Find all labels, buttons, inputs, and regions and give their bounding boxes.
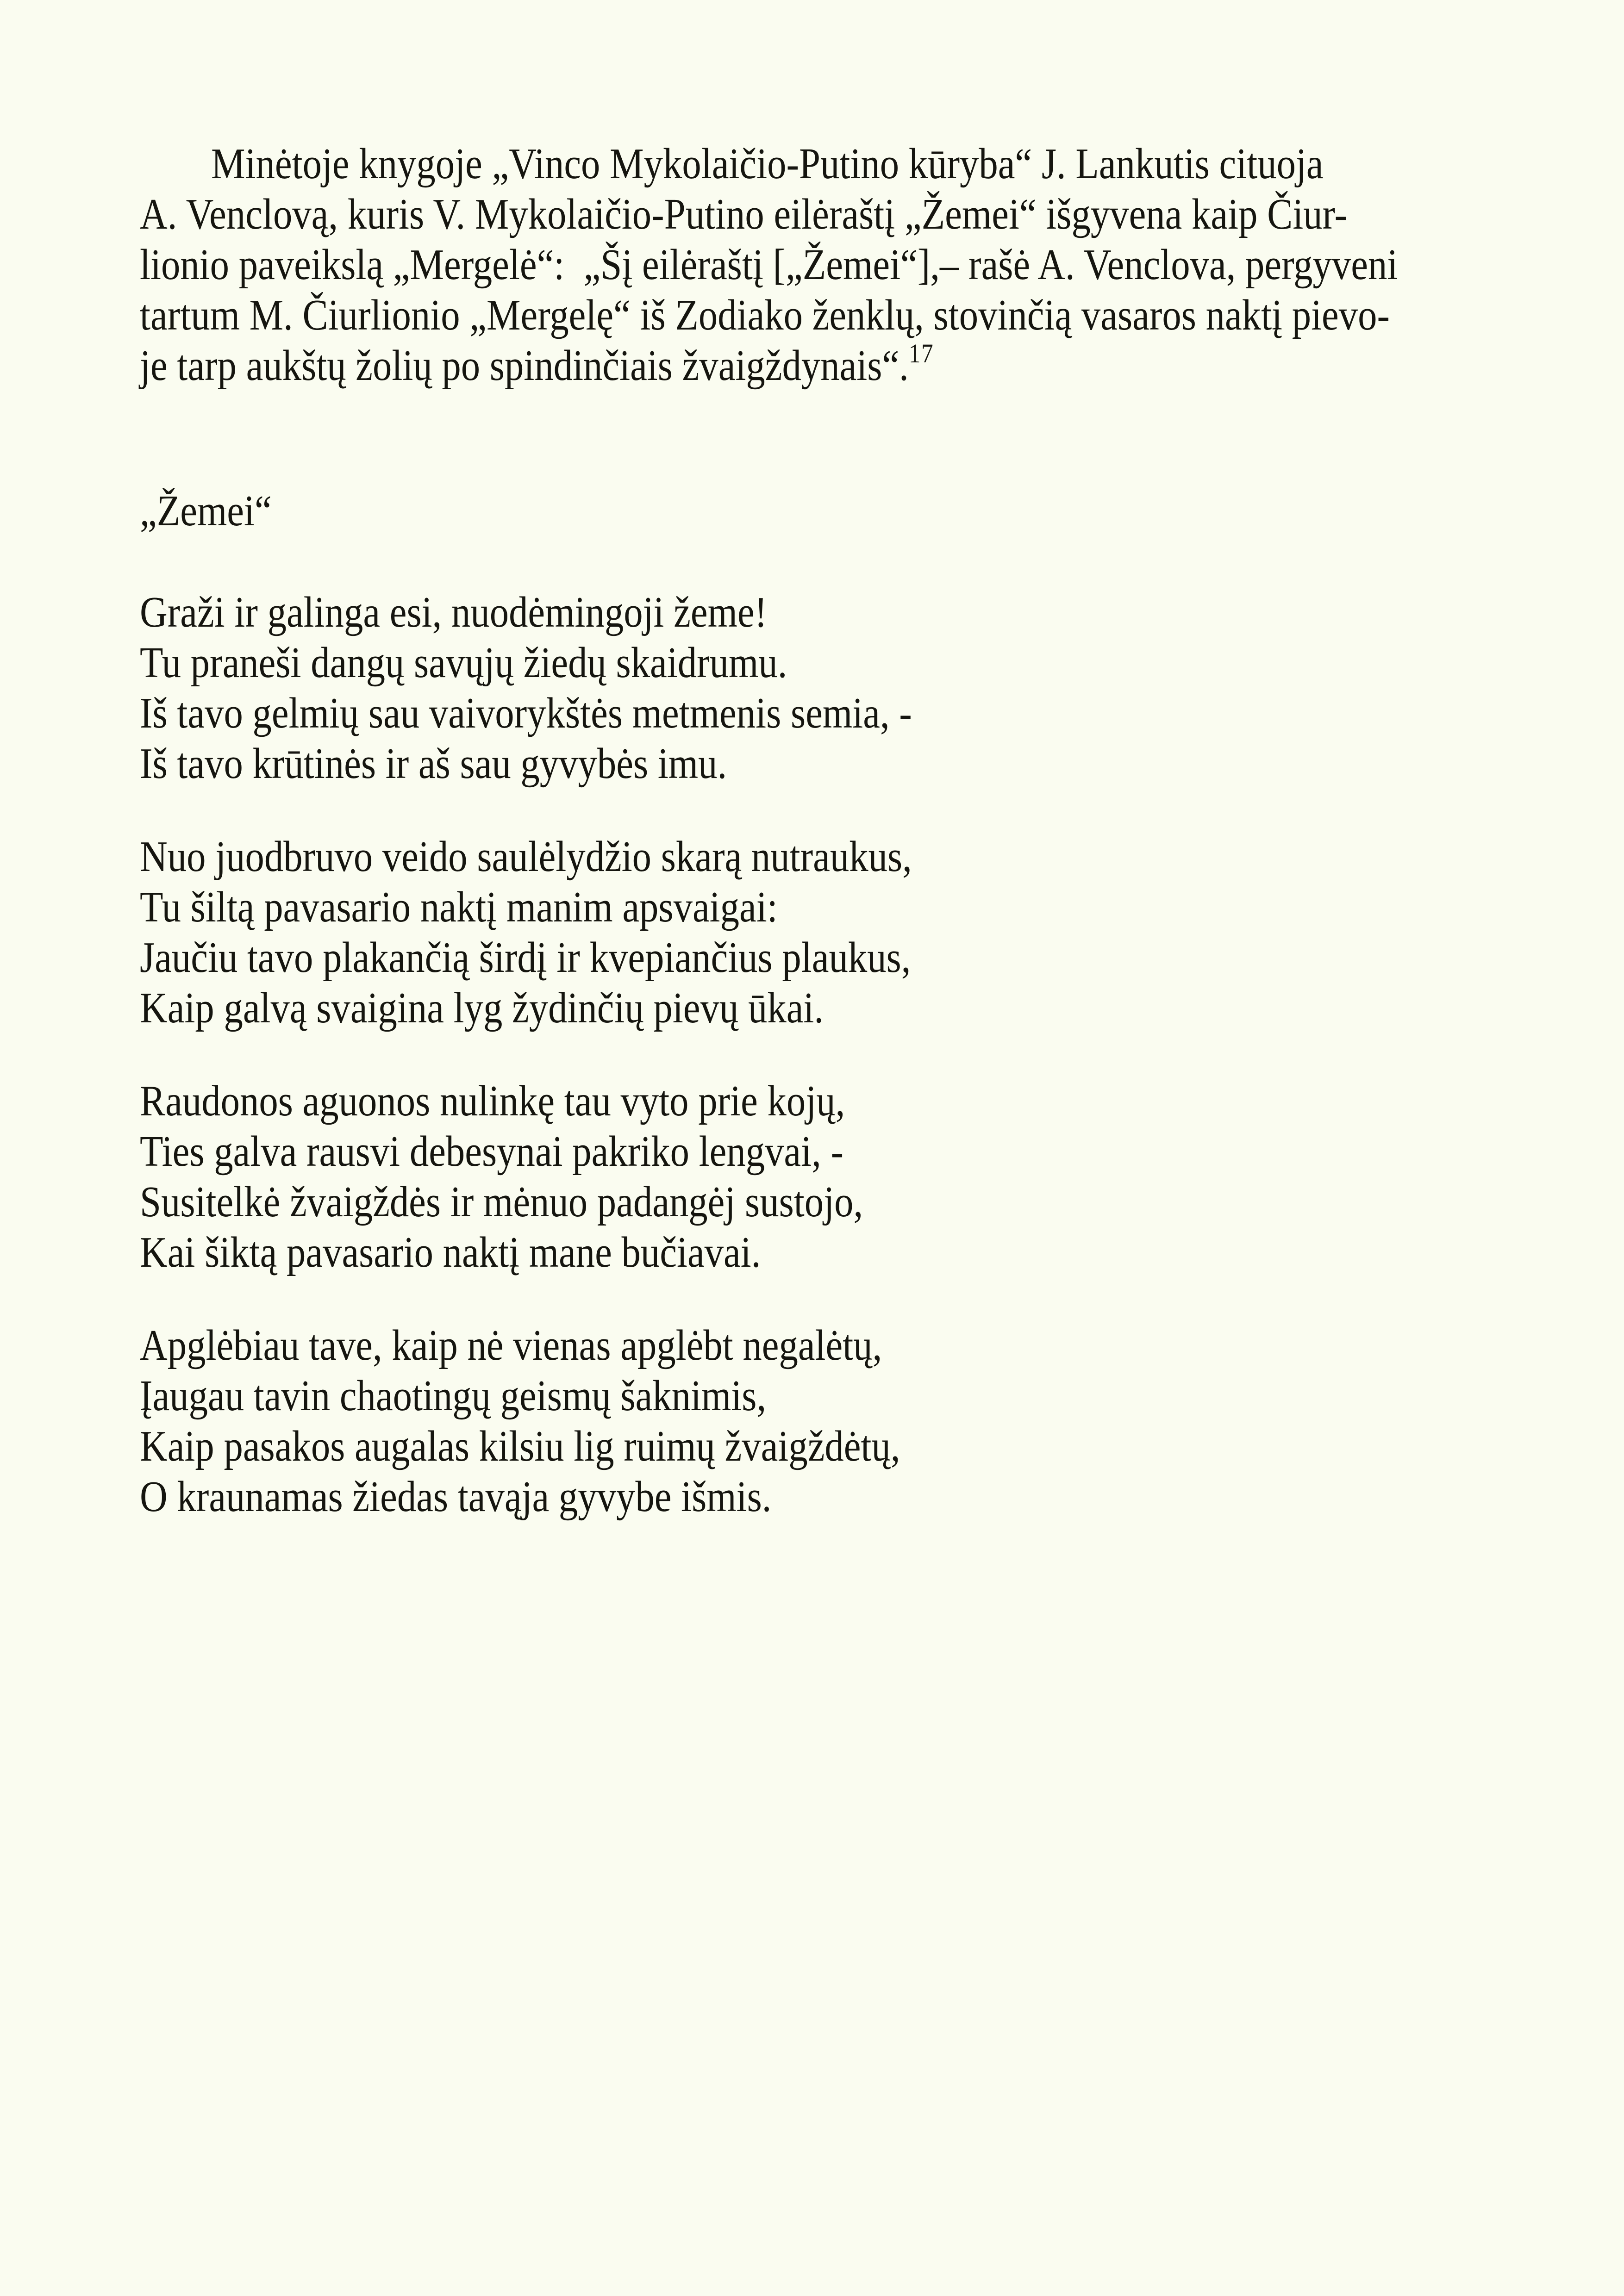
poem-line: Susitelkė žvaigždės ir mėnuo padangėj sustojo,: [140, 1178, 863, 1226]
poem-line: Įaugau tavin chaotingų geismų šaknimis,: [140, 1372, 767, 1420]
poem-line: Tu praneši dangų savųjų žiedų skaidrumu.: [140, 639, 787, 687]
paragraph-line: lionio paveikslą „Mergelė“: „Šį eilėraštį [„Žemei“],– rašė A. Venclova, pergyveni: [140, 241, 1398, 289]
poem-line: Ties galva rausvi debesynai pakriko lengvai, -: [140, 1127, 844, 1176]
poem-line: Jaučiu tavo plakančią širdį ir kvepiančius plaukus,: [140, 933, 911, 982]
poem-line: Kai šiktą pavasario naktį mane bučiavai.: [140, 1228, 761, 1276]
paragraph-line: tartum M. Čiurlionio „Mergelę“ iš Zodiako ženklų, stovinčią vasaros naktį pievo-: [140, 291, 1390, 339]
poem-line: Tu šiltą pavasario naktį manim apsvaigai:: [140, 883, 778, 931]
poem-line: Iš tavo krūtinės ir aš sau gyvybės imu.: [140, 740, 727, 788]
poem-line: Apglėbiau tave, kaip nė vienas apglėbt negalėtų,: [140, 1321, 882, 1369]
paragraph-line: A. Venclovą, kuris V. Mykolaičio-Putino eilėraštį „Žemei“ išgyvena kaip Čiur-: [140, 190, 1348, 238]
poem-stanza: [140, 832, 1398, 1033]
poem-stanza: [140, 1076, 1398, 1278]
paragraph-line: Minėtoje knygoje „Vinco Mykolaičio-Putino kūryba“ J. Lankutis cituoja: [211, 140, 1324, 188]
poem-line: Kaip pasakos augalas kilsiu lig ruimų žvaigždėtų,: [140, 1422, 900, 1470]
poem-line: Nuo juodbruvo veido saulėlydžio skarą nutraukus,: [140, 833, 912, 881]
paragraph-line-text: je tarp aukštų žolių po spindinčiais žvaigždynais“.: [140, 342, 909, 390]
page-content: [140, 139, 1398, 1522]
citation-paragraph: [140, 139, 1398, 391]
poem-line: Iš tavo gelmių sau vaivorykštės metmenis semia, -: [140, 689, 912, 737]
poem-stanza: [140, 587, 1398, 789]
poem-line: Kaip galvą svaigina lyg žydinčių pievų ūkai.: [140, 984, 824, 1032]
poem-line: Graži ir galinga esi, nuodėmingoji žeme!: [140, 588, 768, 636]
poem-line: O kraunamas žiedas tavąja gyvybe išmis.: [140, 1473, 772, 1521]
poem-line: Raudonos aguonos nulinkę tau vyto prie kojų,: [140, 1077, 845, 1125]
paragraph-line: [140, 338, 1398, 391]
footnote-reference: 17: [908, 338, 934, 368]
poem-title: „Žemei“: [140, 487, 272, 535]
poem-stanza: [140, 1320, 1398, 1522]
